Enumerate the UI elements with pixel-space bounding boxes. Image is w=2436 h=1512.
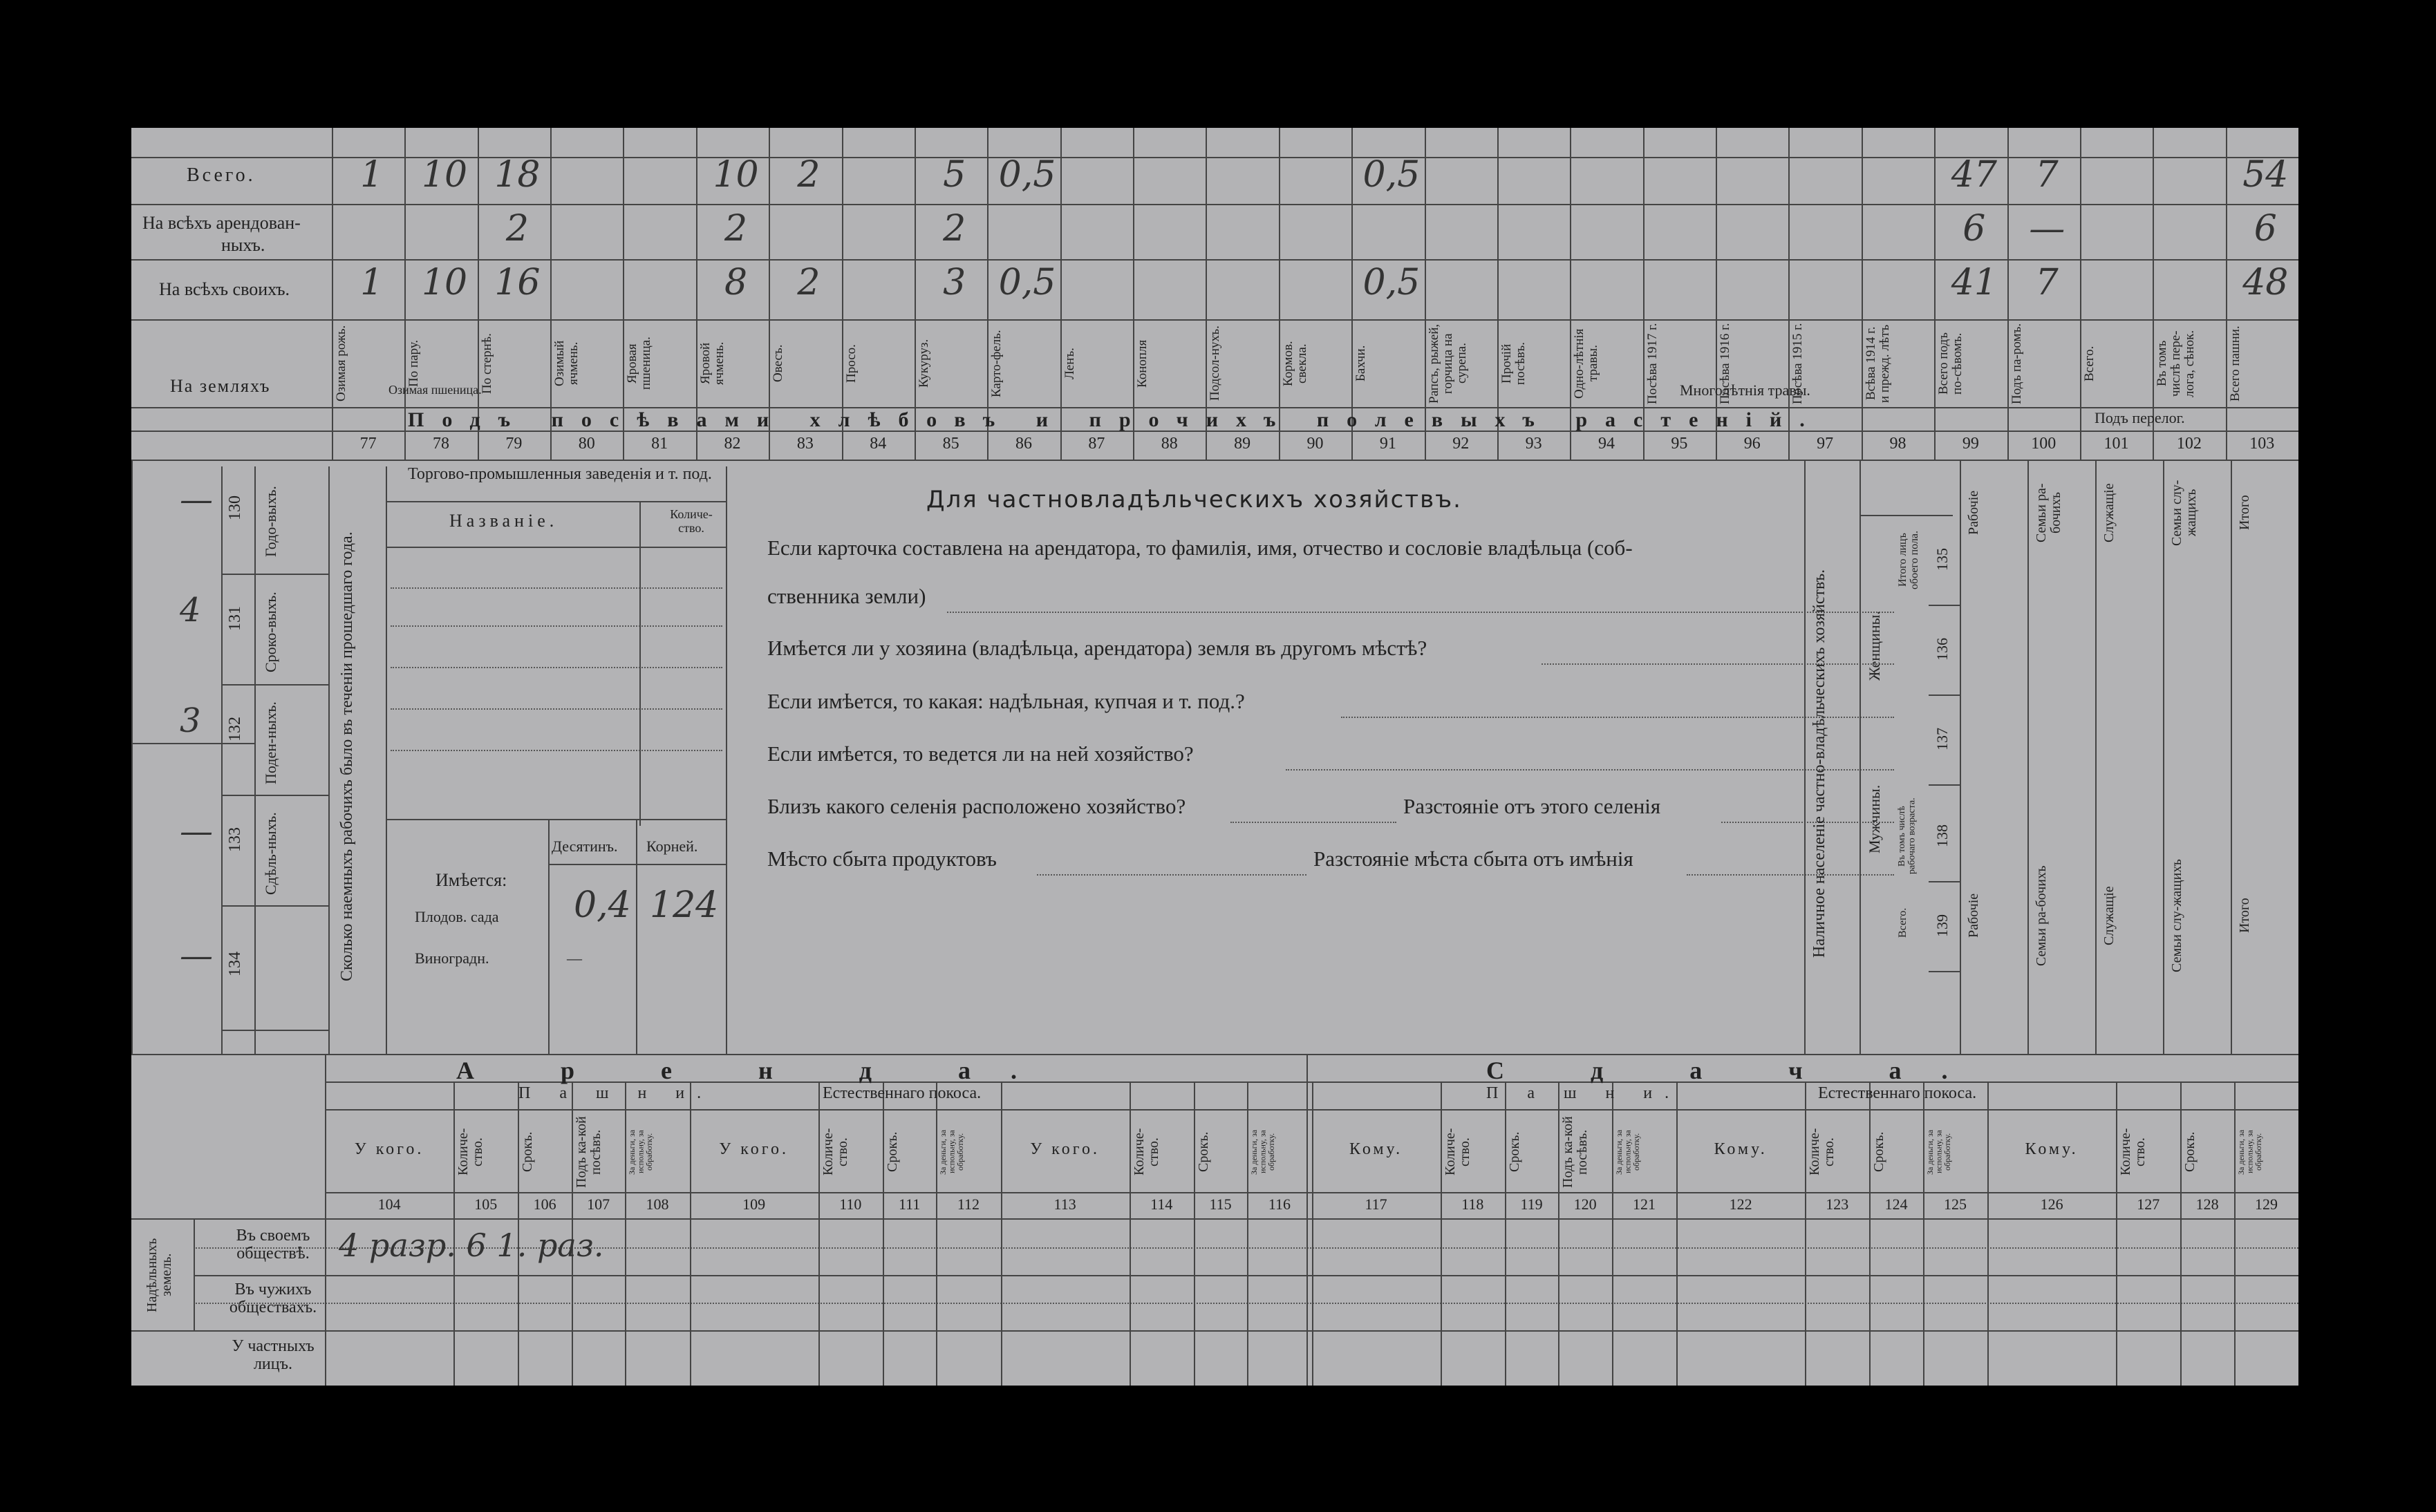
pop-right-col-repeat: Рабочіе [1966,893,1981,938]
orchard-label: Плодов. сада [415,908,499,925]
rule [1805,1081,1806,1386]
pop-right-col: Служащіе [2101,483,2117,542]
rule [1230,822,1396,823]
lease-col-number: 128 [2195,1196,2219,1213]
lease-col-label: За деньги, за испольну, за обработку. [1613,1129,1642,1175]
worker-col-label: Поден-ныхъ. [262,701,279,784]
lease-col-label: Срокъ. [520,1131,536,1173]
rule [221,795,328,796]
lease-col-label: Количе-ство. [2118,1128,2148,1176]
pop-col-number: 137 [1933,728,1951,751]
handwritten-total: 10 [421,154,468,196]
row-other-society: Въ чужихъ обществахъ. [229,1281,317,1317]
rule [1676,1081,1678,1386]
crop-col-number: 77 [359,435,377,453]
crop-col-number: 89 [1234,435,1251,453]
lease-col-number: 114 [1150,1196,1173,1213]
handwritten-worker: 3 [180,701,201,740]
rule [1505,1081,1506,1386]
crop-col-label: Одно-лѣтнія травы. [1572,328,1601,399]
men-label: Мужчины. [1866,784,1883,853]
crop-col-label: Прочій посѣвъ. [1499,342,1528,385]
lease-col-label: За деньги, за испольну, за обработку. [1924,1129,1953,1175]
crop-col-label: Посѣва 1917 г. [1645,323,1660,404]
row-own-society: Въ своемъ обществѣ. [236,1227,310,1263]
pop-right-col-repeat: Итого [2237,898,2252,934]
rule [1929,694,1960,696]
row-label-rented: На всѣхъ арендован- [142,213,301,233]
lease-col-label: За деньги, за испольну, за обработку. [2236,1129,2264,1175]
handwritten-total: 5 [943,154,966,196]
crop-col-label: По стернѣ. [479,333,494,394]
private-line-7a: Мѣсто сбыта продуктовъ [767,847,997,871]
rule [2231,460,2232,1054]
worker-col-label: Сдѣль-ныхъ. [262,812,279,895]
rule [386,466,387,1054]
handwritten-rented: 6 [1962,208,1986,249]
lease-col-label: Количе-ство. [1807,1128,1837,1176]
rule [1987,1081,1989,1386]
private-line-6b: Разстояніе отъ этого селенія [1403,794,1661,818]
rule [639,501,641,826]
crop-col-label: Всего подъ по-сѣвомъ. [1936,332,1965,395]
lease-col-label: У кого. [354,1140,424,1158]
crop-col-number: 81 [651,435,668,453]
crop-col-number: 83 [796,435,814,453]
crop-col-number: 78 [433,435,450,453]
rule [2027,460,2029,1054]
handwritten-rented: 2 [505,208,529,249]
private-line-4: Если имѣется, то какая: надѣльная, купчая и т. под.? [767,689,1245,713]
worker-col-label: Годо-выхъ. [262,486,279,558]
handwritten-worker: — [180,936,213,975]
lease-col-label: Срокъ. [1871,1131,1887,1173]
trade-name-col: Названіе. [449,511,559,531]
rule [386,547,726,548]
rule [194,1218,2298,1220]
rule [391,587,722,589]
rule [1929,971,1960,972]
handwritten-rented: — [2029,208,2065,249]
private-line-3: Имѣется ли у хозяина (владѣльца, арендатора) земля въ другомъ мѣстѣ? [767,636,1427,660]
pop-right-col: Итого [2237,495,2252,531]
crop-col-label: По пару. [406,339,422,388]
lease-col-label: Количе-ство. [456,1128,486,1176]
crop-col-label: Въ томъ числѣ пере-лога, сѣнок. [2155,330,2198,397]
rule [1306,1054,1308,1386]
rule [2234,1081,2236,1386]
rule [1130,1081,1131,1386]
row-private-persons: У частныхъ лицъ. [232,1337,315,1374]
crop-col-label: Карто-фель. [989,330,1004,397]
lease-col-number: 112 [957,1196,980,1213]
rule [1037,874,1306,876]
rule [1862,128,1863,460]
handwritten-total: 47 [1951,154,1997,196]
row-label-own: На всѣхъ своихъ. [159,279,290,299]
pop-col-number: 138 [1933,824,1951,848]
dash: — [567,949,582,967]
lease-col-label: Срокъ. [1506,1131,1522,1173]
pashni-label-2: П а ш н и. [1486,1084,1682,1102]
rule [2080,128,2081,460]
worker-col-number: 131 [226,606,244,631]
lease-col-number: 110 [839,1196,862,1213]
rule [1804,460,1806,1054]
crop-col-number: 96 [1743,435,1761,453]
rule [1929,881,1960,882]
crop-col-number: 99 [1962,435,1979,453]
vineyard-label: Виноградн. [415,949,489,967]
desyat-col: Десятинъ. [552,838,618,855]
crop-col-number: 98 [1889,435,1906,453]
lease-col-number: 105 [474,1196,498,1213]
lease-col-number: 118 [1461,1196,1484,1213]
pop-right-col-repeat: Семьи слу-жащихъ [2169,859,2184,972]
rule [131,460,2298,461]
lease-col-label: За деньги, за испольну, за обработку. [1249,1129,1277,1175]
handwritten-own: 16 [494,262,541,303]
handwritten-total: 1 [360,154,384,196]
handwritten-total: 0,5 [1362,154,1421,196]
trade-title: Торгово-промышленныя заведенія и т. под. [408,465,712,483]
handwritten-total: 2 [797,154,821,196]
rule [726,466,727,1054]
crop-col-label: Овесъ. [771,344,786,383]
handwritten-own: 1 [360,262,384,303]
handwritten-own: 0,5 [998,262,1056,303]
rule [1934,128,1936,460]
nadel-label: Надѣльныхъ земель. [144,1238,174,1312]
handwritten-rented: 2 [943,208,966,249]
rule [1312,1081,1313,1386]
crop-col-number: 86 [1015,435,1032,453]
private-line-5: Если имѣется, то ведется ли на ней хозяйство? [767,741,1194,766]
rule [883,1081,884,1386]
lease-col-number: 126 [2040,1196,2063,1213]
crop-col-number: 95 [1671,435,1688,453]
handwritten-total: 10 [713,154,759,196]
handwritten-total: 7 [2035,154,2059,196]
row-label-total: Всего. [187,164,256,186]
handwritten-own: 10 [421,262,468,303]
lease-col-number: 125 [1943,1196,1967,1213]
rule [1194,1081,1195,1386]
crop-col-number: 101 [2104,435,2129,453]
fallow-label: Подъ перелог. [2095,409,2185,426]
lease-col-number: 115 [1209,1196,1232,1213]
handwritten-own: 8 [724,262,748,303]
crop-col-label: Всего. [2081,346,2097,381]
crop-col-label: Подсол-нухъ. [1208,325,1223,401]
perennial-label: Многолѣтнія травы. [1680,381,1810,399]
crop-col-label: Всѣва 1914 г. и прежд. лѣтъ [1863,324,1892,403]
crop-col-label: Просо. [843,344,859,383]
rule [325,1054,326,1386]
rule [1859,460,1861,1054]
pashni-label: П а ш н и. [518,1084,714,1102]
rule [1960,460,1961,1054]
lease-col-label: Кому. [1714,1140,1768,1158]
row-label-lands: На земляхъ [170,376,271,396]
working-age-label: Въ томъ числѣ рабочаго возраста. [1897,797,1918,875]
worker-col-number: 130 [226,495,244,520]
lease-col-label: Срокъ. [2182,1131,2198,1173]
lease-col-number: 123 [1826,1196,1849,1213]
rule [1923,1081,1924,1386]
both-sexes-label: Итого лицъ обоего пола. [1897,530,1920,589]
crop-col-number: 79 [505,435,523,453]
roots-col: Корней. [646,838,698,855]
handwritten-own: 48 [2242,262,2289,303]
handwritten-worker: 4 [180,591,201,630]
crop-col-number: 93 [1525,435,1542,453]
worker-col-number: 133 [226,827,244,852]
rule [1929,605,1960,606]
rule [404,128,406,460]
pop-right-col: Рабочіе [1966,490,1981,536]
rule [2116,1081,2117,1386]
worker-col-number: 132 [226,717,244,741]
sown-banner: Подъ посѣвами хлѣбовъ и прочихъ полевыхъ растеній. [408,408,1823,431]
row-label-rented-2: ныхъ. [221,235,265,255]
rule [2163,460,2164,1054]
private-line-1: Если карточка составлена на арендатора, то фамилія, имя, отчество и сословіе владѣльца (соб- [767,536,1633,560]
rule [386,819,726,820]
total-label: Всего. [1897,907,1909,938]
lease-col-label: За деньги, за испольну, за обработку. [938,1129,966,1175]
rule [936,1081,937,1386]
rule [2095,460,2097,1054]
pop-col-number: 136 [1933,638,1951,661]
lease-col-label: Кому. [2025,1140,2079,1158]
lease-col-number: 129 [2254,1196,2278,1213]
handwritten-own: 41 [1951,262,1997,303]
pop-right-col: Семьи ра-бочихъ [2034,483,2063,542]
handwritten-total: 18 [494,154,541,196]
pop-right-col-repeat: Семьи ра-бочихъ [2034,865,2049,966]
pokos-label: Естественнаго покоса. [823,1084,982,1102]
lease-col-label: Количе-ство. [1442,1128,1472,1176]
winter-wheat-sub: Озимая пшеница. [388,383,482,397]
lease-col-number: 117 [1365,1196,1387,1213]
lease-col-number: 121 [1633,1196,1656,1213]
rule [391,667,722,668]
crop-col-number: 102 [2176,435,2202,453]
lease-col-number: 109 [742,1196,766,1213]
rule [1286,769,1894,771]
rule [131,460,133,1054]
pokos-label-2: Естественнаго покоса. [1818,1084,1977,1102]
crop-col-number: 90 [1306,435,1324,453]
handwritten-worker: — [180,812,213,851]
lease-col-label: Срокъ. [884,1131,900,1173]
trade-qty-col: Количе-ство. [670,507,713,535]
crop-col-label: Посѣва 1916 г. [1718,323,1733,404]
crop-col-label: Подъ па-ромъ. [2009,323,2024,404]
vineyard-value: 124 [650,885,719,926]
handwritten-rented: 6 [2254,208,2277,249]
lease-col-label: Срокъ. [1195,1131,1211,1173]
lease-col-number: 111 [898,1196,921,1213]
rule [1687,874,1894,876]
rule [131,1054,2298,1055]
rule [690,1081,691,1386]
census-card [131,128,2298,1386]
rule [131,204,2298,205]
crop-col-number: 103 [2249,435,2275,453]
rule [636,819,637,1054]
crop-col-label: Рапсъ, рыжей, горчица на сурепа. [1426,323,1469,404]
private-line-2: ственника земли) [767,584,926,608]
pop-right-col: Семьи слу-жащихъ [2169,480,2199,546]
crop-col-number: 94 [1598,435,1615,453]
orchard-value: 0,4 [574,885,631,926]
women-label: Женщины. [1866,611,1883,681]
lease-col-number: 120 [1573,1196,1597,1213]
lease-col-number: 107 [587,1196,610,1213]
lease-col-label: Кому. [1349,1140,1403,1158]
rule [131,319,2298,321]
rule [1001,1081,1002,1386]
rule [221,574,328,575]
rule [221,684,328,686]
rule [1542,663,1894,665]
handwritten-total: 0,5 [998,154,1056,196]
rule [1247,1081,1248,1386]
lease-col-number: 116 [1268,1196,1291,1213]
crop-col-label: Ленъ. [1062,348,1077,379]
lease-col-label: У кого. [1030,1140,1100,1158]
crop-col-label: Яровая пшеница. [625,337,654,390]
crop-col-number: 91 [1379,435,1396,453]
lease-col-number: 108 [646,1196,669,1213]
rule [947,612,1894,613]
private-line-7b: Разстояніе мѣста сбыта отъ имѣнія [1313,847,1633,871]
lease-col-number: 106 [533,1196,556,1213]
crop-col-number: 82 [724,435,741,453]
rule [254,466,256,1054]
rule [391,625,722,627]
crop-col-number: 100 [2031,435,2056,453]
crop-col-number: 97 [1817,435,1834,453]
rule [1869,1081,1871,1386]
worker-col-label: Сроко-выхъ. [262,592,279,673]
crop-col-number: 92 [1452,435,1470,453]
lease-col-label: У кого. [719,1140,789,1158]
pop-col-number: 135 [1933,548,1951,571]
private-heading: Для частновладѣльческихъ хозяйствъ. [926,486,1462,513]
rule [386,501,726,502]
rule [194,1275,2298,1276]
crop-col-number: 80 [578,435,595,453]
has-label: Имѣется: [435,870,507,890]
lease-col-number: 127 [2137,1196,2160,1213]
rule [1859,515,1953,516]
worker-col-number: 134 [226,952,244,976]
rule [2007,128,2009,460]
crop-col-number: 87 [1088,435,1105,453]
rule [1441,1081,1442,1386]
rule [548,819,550,1054]
crop-col-label: Кормов. свекла. [1280,341,1309,386]
rule [818,1081,820,1386]
rule [391,750,722,751]
crop-col-number: 85 [942,435,959,453]
lease-col-number: 122 [1729,1196,1752,1213]
rule [2180,1081,2182,1386]
crop-col-number: 88 [1161,435,1178,453]
rule [221,466,223,1054]
handwritten-rented: 2 [724,208,748,249]
rule [1929,784,1960,786]
lease-col-label: Количе-ство. [820,1128,850,1176]
rule [194,1218,195,1330]
lease-col-label: Количе-ство. [1131,1128,1161,1176]
lease-col-number: 113 [1053,1196,1076,1213]
rule [221,1030,328,1031]
crop-col-label: Озимый ячмень. [552,340,581,387]
workers-title: Сколько наемныхъ рабочихъ было въ теченіи прошедшаго года. [338,531,356,982]
crop-col-label: Озимая рожь. [334,325,348,402]
arenda-title: А р е н д а. [456,1057,1057,1084]
crop-col-number: 84 [870,435,887,453]
rule [391,708,722,710]
lease-col-number: 124 [1884,1196,1908,1213]
rule [131,1330,2298,1332]
pop-col-number: 139 [1933,914,1951,938]
rule [131,259,2298,261]
rule [332,128,333,460]
population-title: Наличное населеніе частно-владѣльческихъ хозяйствъ. [1810,569,1828,958]
sdacha-title: С д а ч а. [1486,1057,1988,1084]
rent-note: 4 разр. 6 1. раз. [339,1227,604,1264]
handwritten-worker: — [180,480,213,519]
crop-col-label: Кукуруз. [916,339,931,388]
crop-col-label: Конопля [1135,339,1150,388]
handwritten-own: 7 [2035,262,2059,303]
crop-col-label: Бахчи. [1353,345,1369,382]
lease-col-label: Подъ ка-кой посѣвъ. [1560,1116,1591,1188]
rule [328,466,330,1054]
rule [625,1081,626,1386]
lease-col-number: 119 [1520,1196,1543,1213]
pop-right-col-repeat: Служащіе [2101,886,2117,945]
lease-col-label: Подъ ка-кой посѣвъ. [573,1116,603,1188]
lease-col-label: За деньги, за испольну, за обработку. [627,1129,655,1175]
rule [221,905,328,907]
handwritten-total: 54 [2242,154,2289,196]
rule [194,1303,2298,1304]
crop-col-label: Яровой ячмень. [697,341,727,386]
private-line-6a: Близъ какого селенія расположено хозяйство? [767,794,1186,818]
crop-col-label: Посѣва 1915 г. [1790,323,1806,404]
crop-col-label: Всего пашни. [2227,325,2242,401]
handwritten-own: 0,5 [1362,262,1421,303]
rule [2226,128,2227,460]
lease-col-number: 104 [377,1196,401,1213]
rule [548,864,726,865]
handwritten-own: 3 [943,262,966,303]
rule [1612,1081,1613,1386]
handwritten-own: 2 [797,262,821,303]
